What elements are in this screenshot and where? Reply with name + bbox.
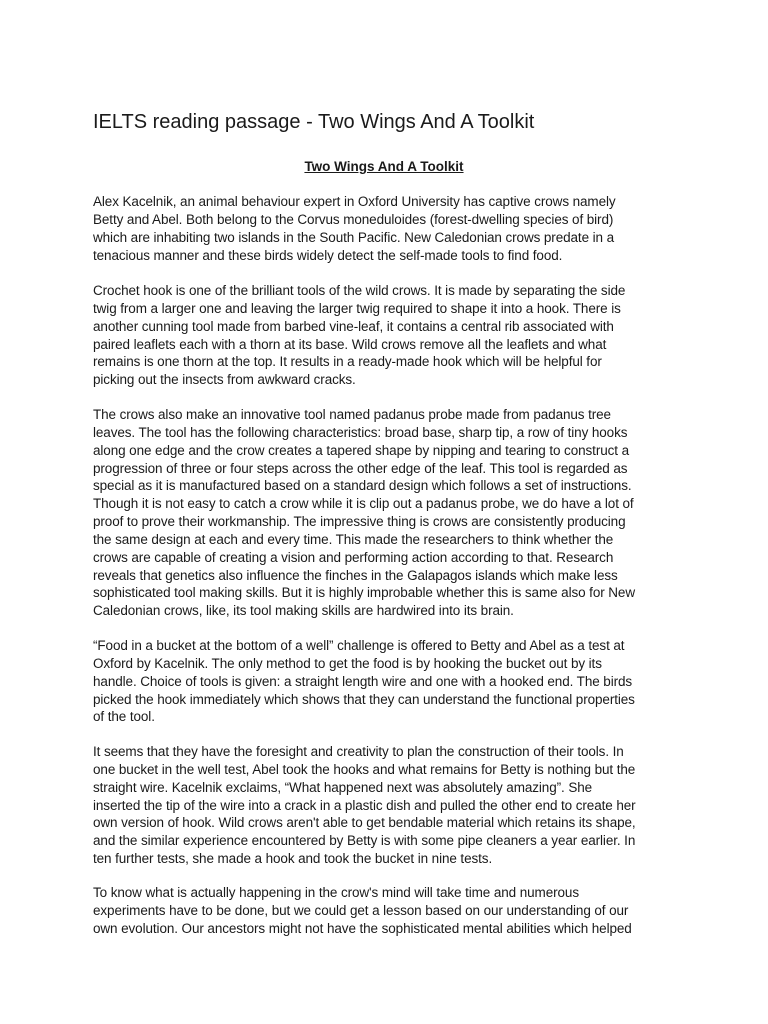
paragraph-6	[93, 884, 675, 938]
paragraph-3	[93, 406, 675, 620]
paragraph-line: To know what is actually happening in the crow's mind will take time and numerous	[93, 885, 579, 900]
paragraph-line: The crows also make an innovative tool named padanus probe made from padanus tree	[93, 407, 611, 422]
paragraph-line: inserted the tip of the wire into a crack in a plastic dish and pulled the other end to create her	[93, 797, 636, 813]
paragraph-line: experiments have to be done, but we could get a lesson based on our understanding of our	[93, 902, 629, 918]
paragraph-line: proof to prove their workmanship. The impressive thing is crows are consistently producing	[93, 514, 626, 530]
document-title: IELTS reading passage - Two Wings And A Toolkit	[93, 111, 535, 133]
paragraph-line: the same design at each and every time. This made the researchers to think whether the	[93, 531, 614, 547]
paragraph-line: picking out the insects from awkward cracks.	[93, 372, 356, 388]
paragraph-2	[93, 282, 675, 389]
paragraph-line: special as it is manufactured based on a standard design which follows a set of instructions.	[93, 478, 632, 494]
paragraph-line: It seems that they have the foresight and creativity to plan the construction of their tools. In	[93, 744, 624, 759]
paragraph-line: reveals that genetics also influence the finches in the Galapagos islands which make less	[93, 567, 618, 583]
paragraph-line: tenacious manner and these birds widely detect the self-made tools to find food.	[93, 247, 563, 263]
paragraph-line: own version of hook. Wild crows aren't able to get bendable material which retains its shape,	[93, 815, 636, 831]
paragraph-line: Alex Kacelnik, an animal behaviour expert in Oxford University has captive crows namely	[93, 194, 616, 209]
paragraph-line: and the similar experience encountered by Betty is with some pipe cleaners a year earlier. In	[93, 833, 636, 849]
paragraph-line: Caledonian crows, like, its tool making skills are hardwired into its brain.	[93, 603, 514, 619]
paragraph-5	[93, 743, 675, 868]
paragraph-line: ten further tests, she made a hook and took the bucket in nine tests.	[93, 851, 493, 867]
paragraph-line: “Food in a bucket at the bottom of a well” challenge is offered to Betty and Abel as a test at	[93, 638, 625, 653]
paragraph-line: straight wire. Kacelnik exclaims, “What happened next was absolutely amazing”. She	[93, 779, 593, 795]
paragraph-4	[93, 637, 675, 726]
paragraph-line: which are inhabiting two islands in the South Pacific. New Caledonian crows predate in a	[93, 229, 614, 245]
paragraph-line: progression of three or four steps across the other edge of the leaf. This tool is regarded as	[93, 460, 628, 476]
paragraph-line: paired leaflets each with a thorn at its base. Wild crows remove all the leaflets and what	[93, 336, 607, 352]
paragraph-line: crows are capable of creating a vision and performing action according to that. Research	[93, 549, 614, 565]
paragraph-line: Betty and Abel. Both belong to the Corvus moneduloides (forest-dwelling species of bird)	[93, 211, 614, 227]
paragraph-line: twig from a larger one and leaving the larger twig required to shape it into a hook. There is	[93, 300, 621, 316]
passage-heading: Two Wings And A Toolkit	[304, 159, 464, 174]
paragraph-1	[93, 193, 675, 264]
paragraph-line: Crochet hook is one of the brilliant tools of the wild crows. It is made by separating the side	[93, 283, 626, 298]
paragraph-line: along one edge and the crow creates a tapered shape by nipping and tearing to construct a	[93, 442, 629, 458]
paragraph-line: of the tool.	[93, 709, 155, 725]
paragraph-line: picked the hook immediately which shows that they can understand the functional properties	[93, 691, 635, 707]
paragraph-line: remains is one thorn at the top. It results in a ready-made hook which will be helpful for	[93, 354, 602, 370]
paragraph-line: Oxford by Kacelnik. The only method to get the food is by hooking the bucket out by its	[93, 655, 602, 671]
paragraph-line: own evolution. Our ancestors might not have the sophisticated mental abilities which helped	[93, 920, 632, 936]
paragraph-line: leaves. The tool has the following characteristics: broad base, sharp tip, a row of tiny hooks	[93, 424, 628, 440]
paragraph-line: handle. Choice of tools is given: a straight length wire and one with a hooked end. The birds	[93, 673, 633, 689]
paragraph-line: Though it is not easy to catch a crow while it is clip out a padanus probe, we do have a lot of	[93, 496, 634, 512]
paragraph-line: sophisticated tool making skills. But it is highly improbable whether this is same also for New	[93, 585, 635, 601]
paragraph-line: another cunning tool made from barbed vine-leaf, it contains a central rib associated with	[93, 318, 614, 334]
paragraph-line: one bucket in the well test, Abel took the hooks and what remains for Betty is nothing but the	[93, 761, 636, 777]
